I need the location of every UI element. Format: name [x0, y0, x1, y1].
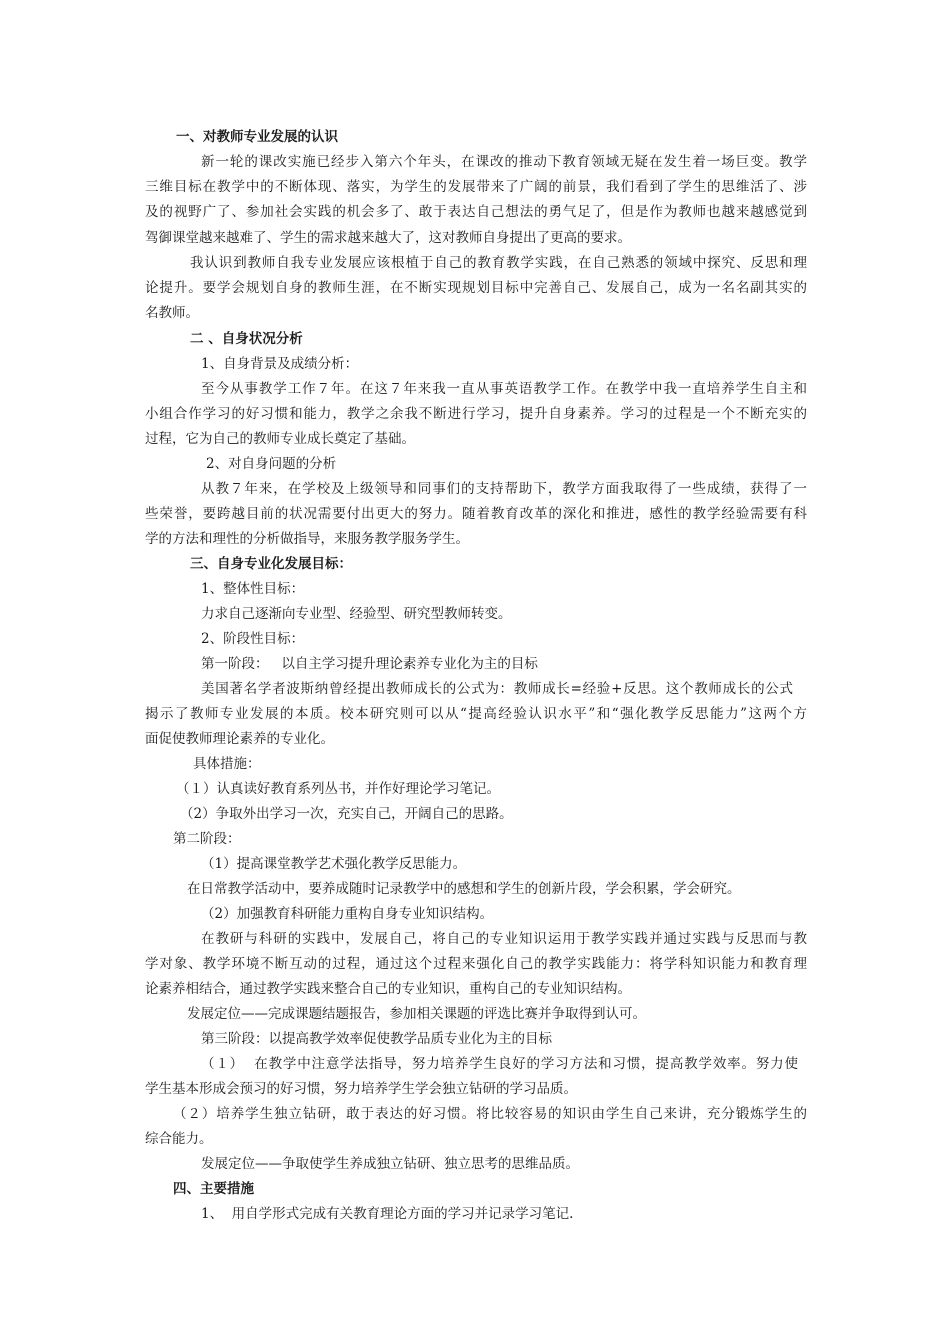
section-heading: 二 、自身状况分析 — [190, 331, 303, 347]
section-heading: 三、自身专业化发展目标： — [190, 556, 352, 572]
subheading: 1、整体性目标： — [201, 581, 305, 597]
section-heading: 四、主要措施 — [173, 1181, 254, 1197]
list-item: （2）争取外出学习一次，充实自己，开阔自己的思路。 — [180, 806, 513, 822]
paragraph-line: 三维目标在教学中的不断体现、落实，为学生的发展带来了广阔的前景，我们看到了学生的思维活了、涉 — [145, 179, 807, 195]
paragraph-line: 名教师。 — [145, 305, 199, 321]
paragraph-line: 力求自己逐渐向专业型、经验型、研究型教师转变。 — [201, 606, 512, 622]
paragraph-line: 揭示了教师专业发展的本质。校本研究则可以从“提高经验认识水平”和“强化教学反思能力”这两个方 — [145, 706, 807, 722]
paragraph-line: 从教７年来，在学校及上级领导和同事们的支持帮助下，教学方面我取得了一些成绩，获得了一 — [201, 481, 807, 497]
paragraph-line: 在教研与科研的实践中，发展自己，将自己的专业知识运用于教学实践并通过实践与反思而与教 — [201, 931, 807, 947]
list-item: （１） 在教学中注意学法指导，努力培养学生良好的学习方法和习惯，提高教学效率。努力使 — [201, 1056, 798, 1072]
paragraph-line: 学生基本形成会预习的好习惯，努力培养学生学会独立钻研的学习品质。 — [145, 1081, 577, 1097]
paragraph-line: 小组合作学习的好习惯和能力，教学之余我不断进行学习，提升自身素养。学习的过程是一个不断充实的 — [145, 406, 807, 422]
subheading: 1、自身背景及成绩分析： — [201, 356, 359, 372]
paragraph-line: 论提升。要学会规划自身的教师生涯，在不断实现规划目标中完善自己、发展自己，成为一名名副其实的 — [145, 280, 807, 296]
subheading: 2、对自身问题的分析 — [206, 456, 337, 472]
paragraph-line: 至今从事教学工作７年。在这７年来我一直从事英语教学工作。在教学中我一直培养学生自主和 — [201, 381, 807, 397]
section-heading: 一、对教师专业发展的认识 — [176, 129, 338, 145]
paragraph-line: 学的方法和理性的分析做指导，来服务教学服务学生。 — [145, 531, 469, 547]
list-item: （2）加强教育科研能力重构自身专业知识结构。 — [201, 906, 494, 922]
list-item: （1）提高课堂教学艺术强化教学反思能力。 — [201, 856, 467, 872]
paragraph-line: 在日常教学活动中，要养成随时记录教学中的感想和学生的创新片段，学会积累，学会研究。 — [187, 881, 741, 897]
paragraph-line: 美国著名学者波斯纳曾经提出教师成长的公式为：教师成长=经验+反思。这个教师成长的公式 — [201, 681, 793, 697]
list-item: （１）认真读好教育系列丛书，并作好理论学习笔记。 — [176, 781, 500, 797]
paragraph-line: 驾御课堂越来越难了、学生的需求越来越大了，这对教师自身提出了更高的要求。 — [145, 230, 631, 246]
list-item: （２）培养学生独立钻研，敢于表达的好习惯。将比较容易的知识由学生自己来讲，充分锻炼学生的 — [173, 1106, 807, 1122]
paragraph-line: 我认识到教师自我专业发展应该根植于自己的教育教学实践，在自己熟悉的领域中探究、反思和理 — [190, 255, 807, 271]
paragraph-line: 论素养相结合，通过教学实践来整合自己的专业知识，重构自己的专业知识结构。 — [145, 981, 631, 997]
stage-title: 第二阶段： — [173, 831, 241, 847]
paragraph-line: 过程，它为自己的教师专业成长奠定了基础。 — [145, 431, 415, 447]
paragraph-line: 发展定位——争取使学生养成独立钻研、独立思考的思维品质。 — [201, 1156, 579, 1172]
stage-title: 第三阶段：以提高教学效率促使教学品质专业化为主的目标 — [201, 1031, 552, 1047]
paragraph-line: 学对象、教学环境不断互动的过程，通过这个过程来强化自己的教学实践能力：将学科知识能力和教育理 — [145, 956, 807, 972]
paragraph-line: 发展定位——完成课题结题报告，参加相关课题的评选比赛并争取得到认可。 — [187, 1006, 646, 1022]
paragraph-line: 及的视野广了、参加社会实践的机会多了、敢于表达自己想法的勇气足了，但是作为教师也越来越感觉到 — [145, 204, 807, 220]
paragraph-line: 综合能力。 — [145, 1131, 213, 1147]
paragraph-line: 新一轮的课改实施已经步入第六个年头，在课改的推动下教育领域无疑在发生着一场巨变。教学 — [201, 154, 807, 170]
measures-label: 具体措施： — [193, 756, 261, 772]
list-item: 1、 用自学形式完成有关教育理论方面的学习并记录学习笔记. — [201, 1206, 574, 1222]
paragraph-line: 些荣誉，要跨越目前的状况需要付出更大的努力。随着教育改革的深化和推进，感性的教学经验需要有科 — [145, 506, 807, 522]
stage-title: 第一阶段： 以自主学习提升理论素养专业化为主的目标 — [201, 656, 538, 672]
paragraph-line: 面促使教师理论素养的专业化。 — [145, 731, 334, 747]
subheading: 2、阶段性目标： — [201, 631, 305, 647]
